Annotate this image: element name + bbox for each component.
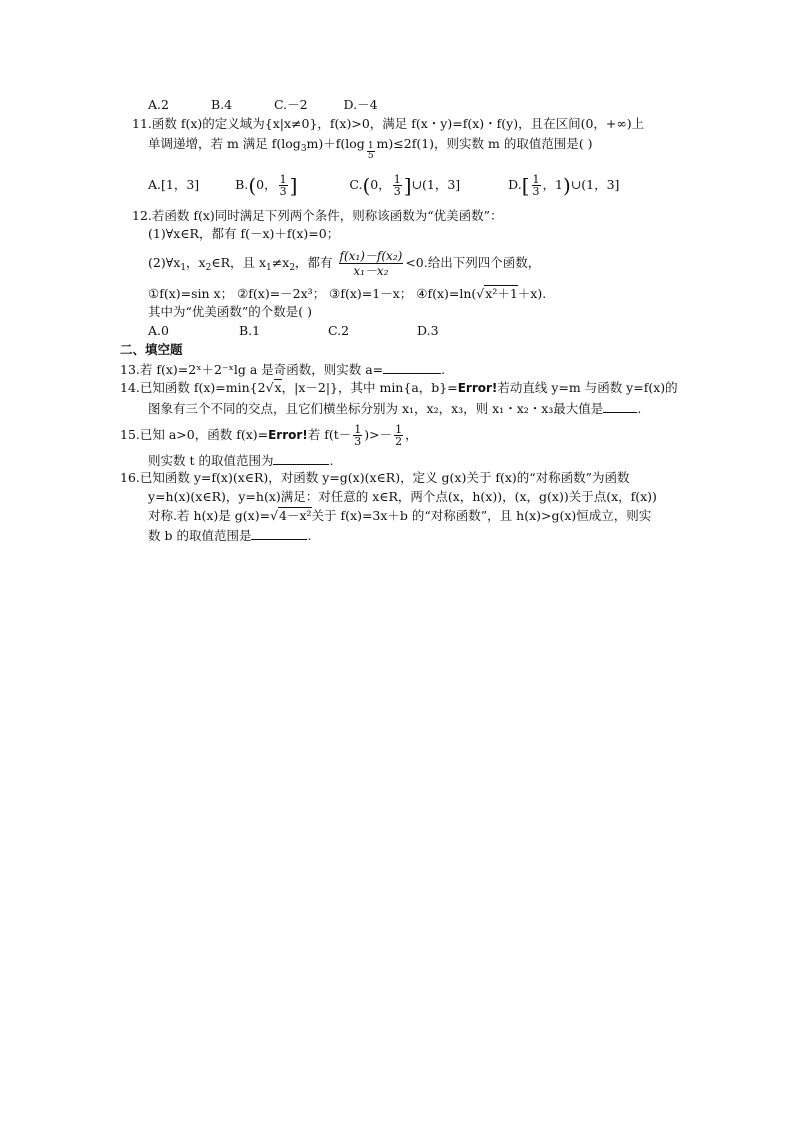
- q10-option-d: D.－4: [343, 97, 378, 112]
- q16-line4: 数 b 的取值范围是 .: [148, 528, 312, 543]
- q12-option-c: C.2: [328, 323, 350, 338]
- log-base-fraction: $\frac{1}{5}$: [367, 141, 374, 161]
- q15-line1: 15.已知 a>0，函数 f(x)=Error!若 f(t－ $\frac{1}{3}$ )>－ $\frac{1}{2}$ ，: [120, 423, 418, 448]
- q10-option-c: C.－2: [274, 97, 308, 112]
- q12-option-b: B.1: [238, 323, 261, 338]
- q12-line1: 12.若函数 f(x)同时满足下列两个条件，则称该函数为“优美函数”：: [132, 208, 503, 223]
- q10-options: [148, 97, 378, 113]
- q11-option-a: A.[1，3]: [148, 177, 200, 192]
- q11-option-d: D.[ $\frac{1}{3}$ ，1)∪(1，3]: [508, 173, 620, 198]
- q12-fraction: $\frac{\text{f(x₁)－f(x₂)}}{\text{x₁－x₂}}$: [339, 249, 403, 278]
- q12-question: 其中为“优美函数”的个数是( ): [148, 304, 313, 319]
- q11-line1: 11.函数 f(x)的定义域为{x|x≠0}，f(x)>0，满足 f(x・y)=f(x)・f(y)，且在区间(0，+∞)上: [132, 116, 645, 131]
- q14-line1: 14.已知函数 f(x)=min{2√x，|x－2|}，其中 min{a，b}=Error!若动直线 y=m 与函数 y=f(x)的: [120, 380, 678, 395]
- section-title: 二、填空题: [120, 342, 183, 357]
- q12-cond2: $(2)\forall x_1$，$x_2\in R$，且 $x_1\ne x_2$，都有 $\frac{\text{f(x₁)－f(x₂)}}{\text{x₁－x₂}}$ <0.给出下列四个函数，: [148, 249, 541, 278]
- q11-line2: 单调递增，若 m 满足 $f(\log_3m)+f(\log$ $\frac{1}{5}$ m)≤2f(1)，则实数 m 的取值范围是( ): [148, 136, 593, 161]
- q12-option-a: A.0: [148, 323, 169, 338]
- q12-option-d: D.3: [417, 323, 439, 338]
- q14-line2: 图象有三个不同的交点，且它们横坐标分别为 x₁，x₂，x₃，则 x₁・x₂・x₃最大值是 .: [148, 401, 642, 416]
- q16-line3: 对称.若 h(x)是 g(x)=√4－x²关于 f(x)=3x＋b 的“对称函数”，且 h(x)>g(x)恒成立，则实: [148, 508, 652, 523]
- q12-functions: ①f(x)=sin x； ②f(x)=－2x³； ③f(x)=1－x； ④f(x)=ln(√x²＋1＋x).: [148, 286, 547, 301]
- q11-options: [148, 170, 619, 202]
- q13: 13.若 f(x)=2ˣ＋2⁻ˣlg a 是奇函数，则实数 a= .: [120, 362, 446, 377]
- q11-option-c: C.(0， $\frac{1}{3}$ ]∪(1，3]: [349, 173, 461, 198]
- q10-option-b: B.4: [210, 97, 233, 112]
- q11-option-b: B.(0， $\frac{1}{3}$ ]: [235, 173, 298, 198]
- q16-line2: y=h(x)(x∈R)，y=h(x)满足：对任意的 x∈R，两个点(x，h(x))，(x，g(x))关于点(x，f(x)): [148, 489, 657, 504]
- q16-line1: 16.已知函数 y=f(x)(x∈R)，对函数 y=g(x)(x∈R)，定义 g(x)关于 f(x)的“对称函数”为函数: [120, 470, 630, 485]
- q10-option-a: A.2: [148, 97, 169, 112]
- q15-line2: 则实数 t 的取值范围为 .: [148, 453, 334, 468]
- q12-options: [148, 323, 439, 339]
- q12-cond1: (1)∀x∈R，都有 f(－x)＋f(x)=0；: [148, 226, 340, 241]
